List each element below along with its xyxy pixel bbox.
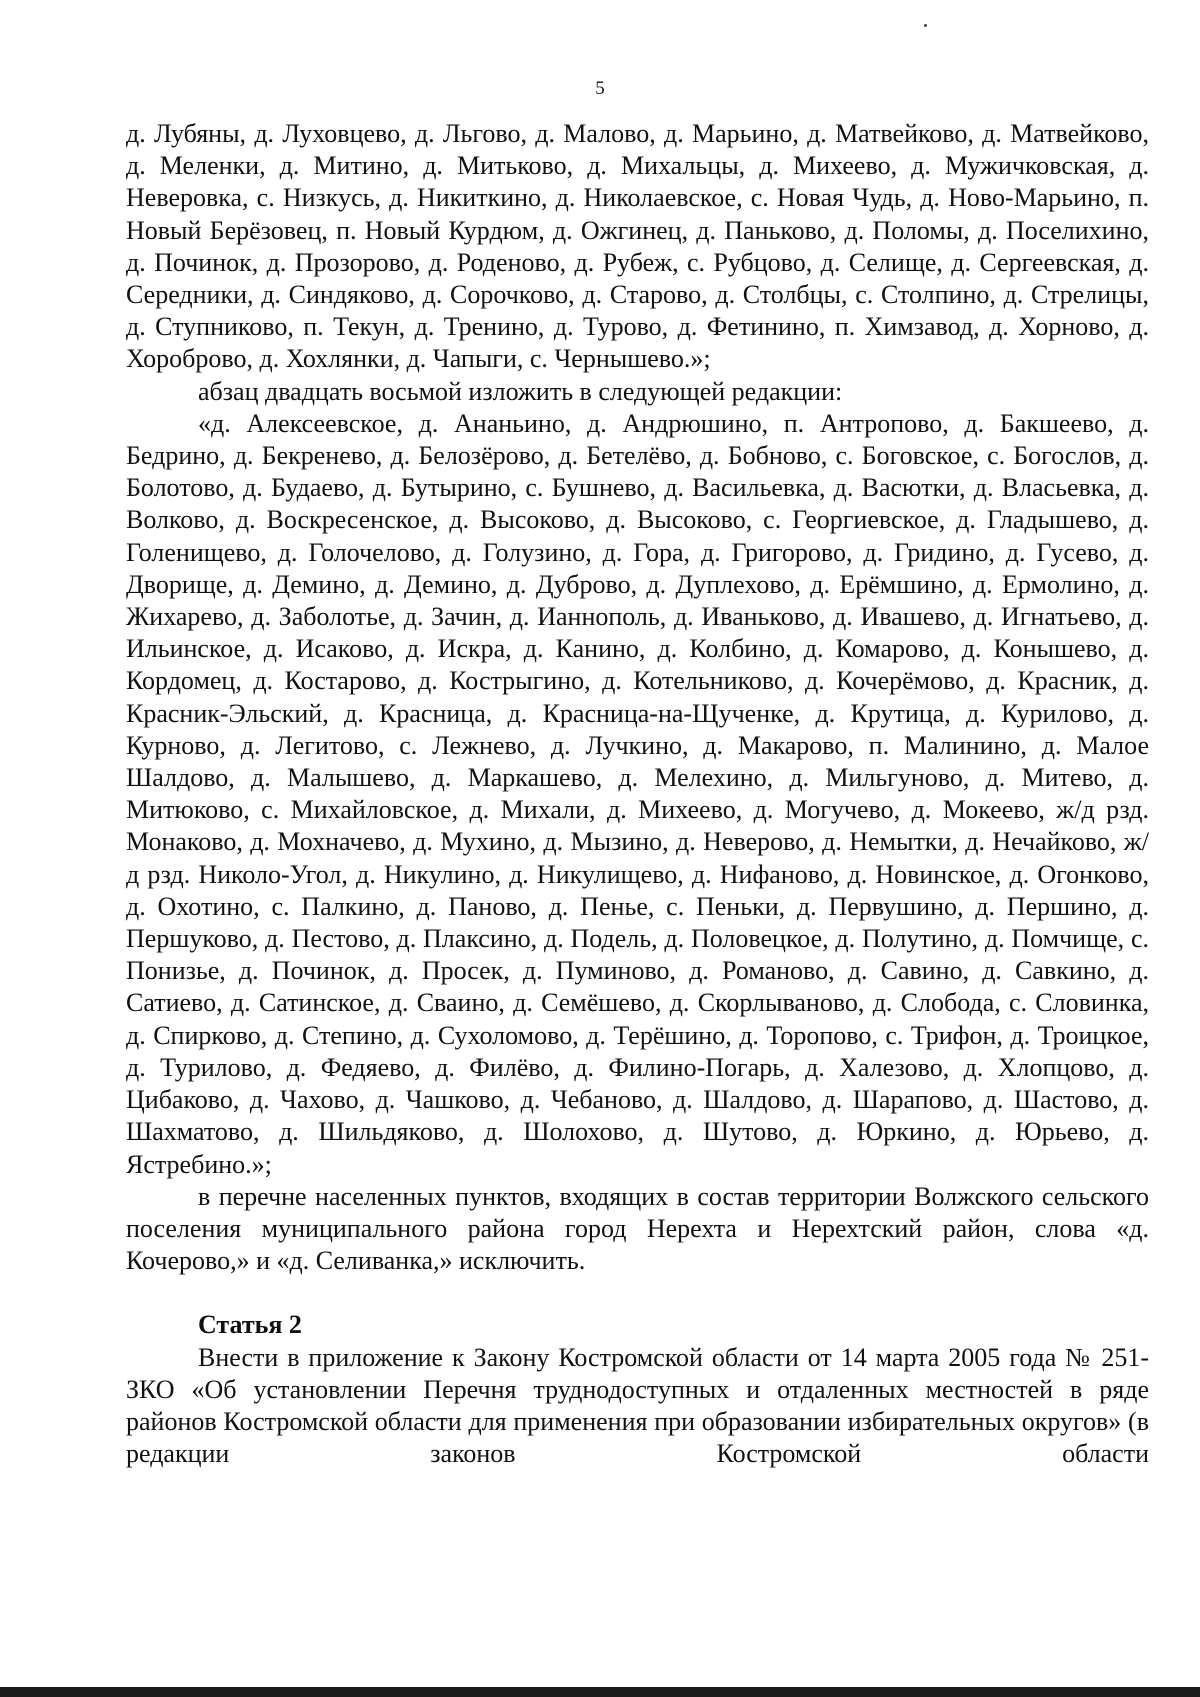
paragraph-new-settlements-list: «д. Алексеевское, д. Ананьино, д. Андрюшино, п. Антропово, д. Бакшеево, д. Бедрино, д. Бекренево, д. Белозёрово, д. Бетелёво, д. Бобново, с. Боговское, с. Богослов, д. Болотово, д. Будаево, д. Бутырино, с. Бушнево, д. Васильевка, д. Васютки, д. Власьевка, д. Волково, д. Воскресенское, д. Высоково, д. Высоково, с. Георгиевское, д. Гладышево, д. Голенищево, д. Голочелово, д. Голузино, д. Гора, д. Григорово, д. Гридино, д. Гусево, д. Дворище, д. Демино, д. Демино, д. Дуброво, д. Дуплехово, д. Ерёмшино, д. Ермолино, д. Жихарево, д. Заболотье, д. Зачин, д. Ианнополь, д. Иваньково, д. Ивашево, д. Игнатьево, д. Ильинское, д. Исаково, д. Искра, д. Канино, д. Колбино, д. Комарово, д. Конышево, д. Кордомец, д. Костарово, д. Кострыгино, д. Котельниково, д. Кочерёмово, д. Красник, д. Красник-Эльский, д. Красница, д. Красница-на-Щученке, д. Крутица, д. Курилово, д. Курново, д. Легитово, с. Лежнево, д. Лучкино, д. Макарово, п. Малинино, д. Малое Шалдово, д. Малышево, д. Маркашево, д. Мелехино, д. Мильгуново, д. Митево, д. Митюково, с. Михайловское, д. Михали, д. Михеево, д. Могучево, д. Мокеево, ж/д рзд. Монаково, д. Мохначево, д. Мухино, д. Мызино, д. Неверово, д. Немытки, д. Нечайково, ж/д рзд. Николо-Угол, д. Никулино, д. Никулищево, д. Нифаново, д. Новинское, д. Огонково, д. Охотино, с. Палкино, д. Паново, д. Пенье, с. Пеньки, д. Первушино, д. Першино, д. Першуково, д. Пестово, д. Плаксино, д. Подель, д. Половецкое, д. Полутино, д. Помчище, с. Понизье, д. Починок, д. Просек, д. Пуминово, д. Романово, д. Савино, д. Савкино, д. Сатиево, д. Сатинское, д. Сваино, д. Семёшево, д. Скорлываново, д. Слобода, с. Словинка, д. Спирково, д. Степино, д. Сухоломово, д. Терёшино, д. Торопово, с. Трифон, д. Троицкое, д. Турилово, д. Федяево, д. Филёво, д. Филино-Погарь, д. Халезово, д. Хлопцово, д. Цибаково, д. Чахово, д. Чашково, д. Чебаново, д. Шалдово, д. Шарапово, д. Шастово, д. Шахматово, д. Шильдяково, д. Шолохово, д. Шутово, д. Юркино, д. Юрьево, д. Ястребино.»; <box>126 408 1149 1179</box>
scan-speck <box>924 24 927 27</box>
paragraph-settlements-list-continued: д. Лубяны, д. Луховцево, д. Льгово, д. Малово, д. Марьино, д. Матвейково, д. Матвейково, д. Меленки, д. Митино, д. Митьково, д. Михальцы, д. Михеево, д. Мужичковская, д. Неверовка, с. Низкусь, д. Никиткино, д. Николаевское, с. Новая Чудь, д. Ново-Марьино, п. Новый Берёзовец, п. Новый Курдюм, д. Ожгинец, д. Паньково, д. Поломы, д. Поселихино, д. Починок, д. Прозорово, д. Роденово, д. Рубеж, с. Рубцово, д. Селище, д. Сергеевская, д. Середники, д. Синдяково, д. Сорочково, д. Старово, д. Столбцы, с. Столпино, д. Стрелицы, д. Ступниково, п. Текун, д. Тренино, д. Турово, д. Фетинино, п. Химзавод, д. Хорново, д. Хороброво, д. Хохлянки, д. Чапыги, с. Чернышево.»; <box>126 119 1149 374</box>
article-heading: Статья 2 <box>198 1310 302 1340</box>
document-body <box>126 118 1149 1470</box>
paragraph-exclusion-instruction: в перечне населенных пунктов, входящих в состав территории Волжского сельского поселения муниципального района город Нерехта и Нерехтский район, слова «д. Кочерово,» и «д. Селиванка,» исключить. <box>126 1181 1149 1276</box>
paragraph-article-2-text: Внести в приложение к Закону Костромской области от 14 марта 2005 года № 251-ЗКО «Об установлении Перечня труднодоступных и отдаленных местностей в ряде районов Костромской области для применения при образовании избирательных округов» (в редакции законов Костромской области <box>126 1342 1149 1469</box>
scan-bottom-edge <box>0 1687 1200 1697</box>
page-number: 5 <box>595 78 605 99</box>
paragraph-amendment-instruction: абзац двадцать восьмой изложить в следующей редакции: <box>198 376 843 406</box>
